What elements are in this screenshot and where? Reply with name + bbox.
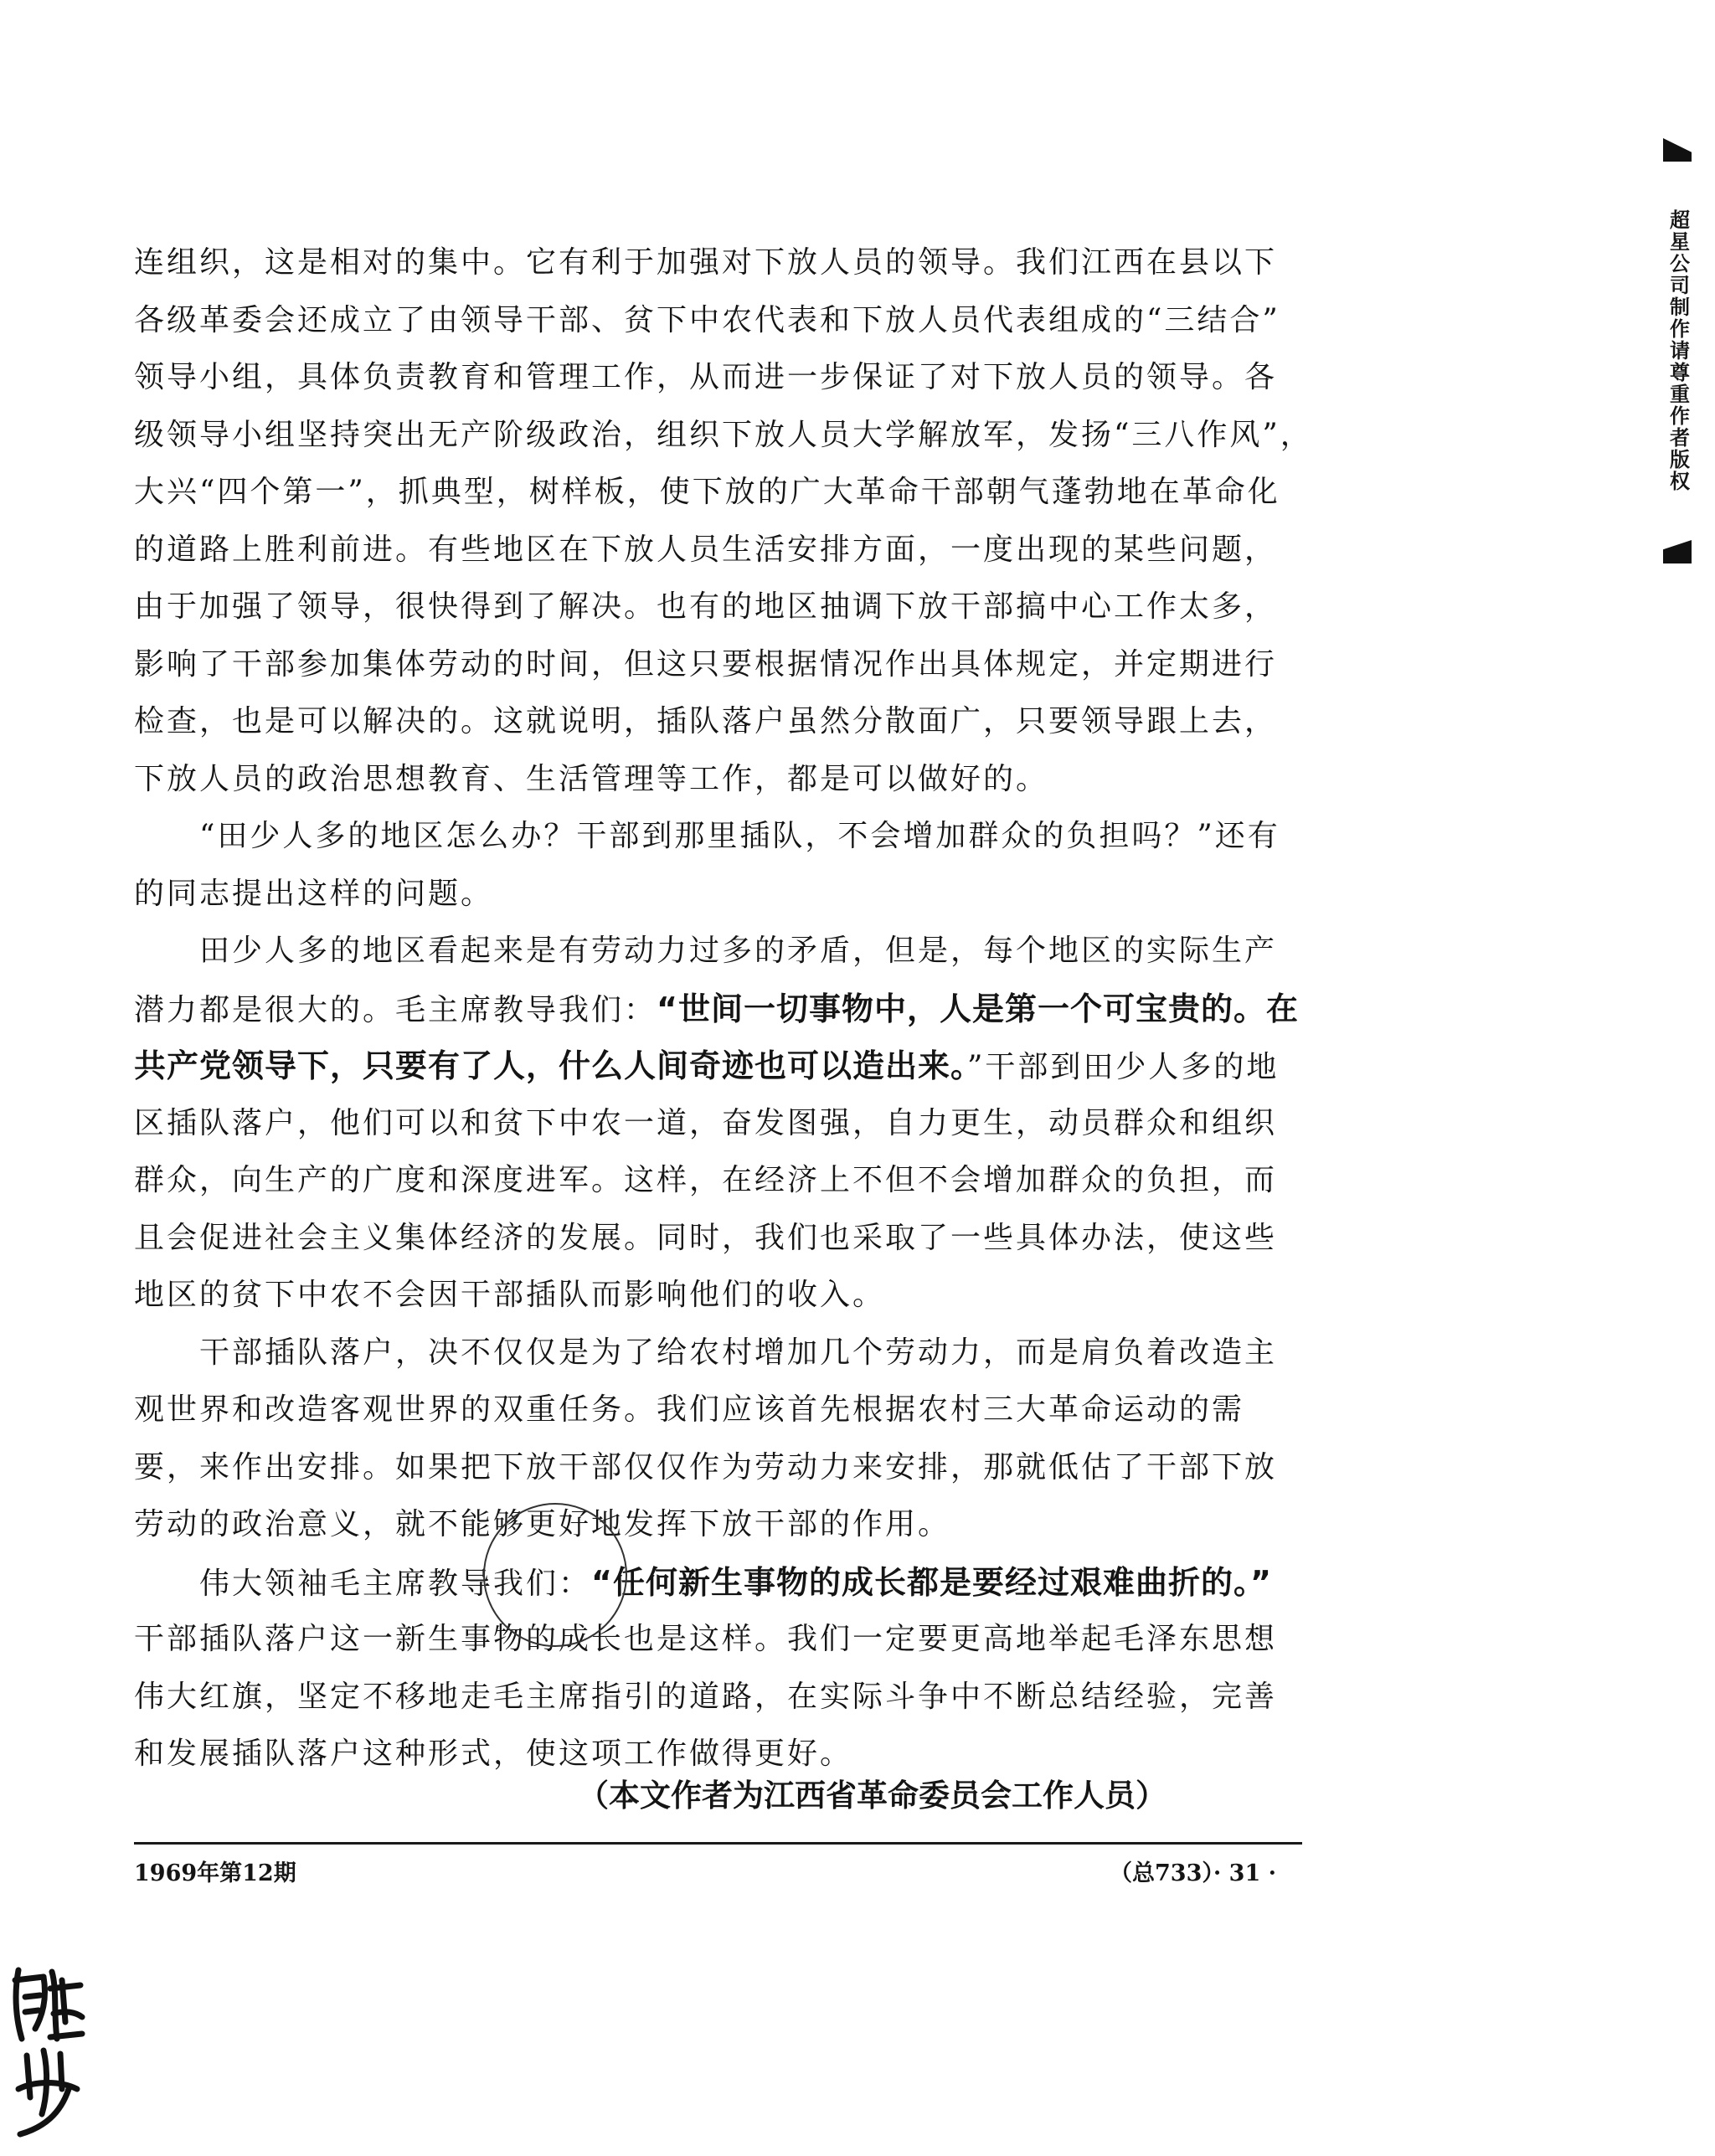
text-run: 伟大领袖毛主席教导我们： xyxy=(134,1566,592,1601)
text-line: 的道路上胜利前进。有些地区在下放人员生活安排方面，一度出现的某些问题， xyxy=(134,532,1278,567)
text-line: 领导小组，具体负责教育和管理工作，从而进一步保证了对下放人员的领导。各 xyxy=(134,360,1278,394)
quote-bold: “世间一切事物中，人是第一个可宝贵的。在 xyxy=(657,990,1299,1027)
circle-stamp-mark xyxy=(483,1503,627,1647)
text-line: 检查，也是可以解决的。这就说明，插队落户虽然分散面广，只要领导跟上去， xyxy=(134,704,1278,738)
text-line: 下放人员的政治思想教育、生活管理等工作，都是可以做好的。 xyxy=(134,761,1049,796)
footer-divider xyxy=(134,1842,1302,1845)
text-line: 由于加强了领导，很快得到了解决。也有的地区抽调下放干部搞中心工作太多， xyxy=(134,589,1278,624)
text-line: 群众，向生产的广度和深度进军。这样，在经济上不但不会增加群众的负担，而 xyxy=(134,1163,1278,1197)
text-line: 伟大红旗，坚定不移地走毛主席指引的道路，在实际斗争中不断总结经验，完善 xyxy=(134,1679,1278,1714)
article-body xyxy=(134,234,1311,1783)
text-line xyxy=(134,1554,1311,1612)
notice-bar-top xyxy=(1663,138,1692,162)
text-line: 且会促进社会主义集体经济的发展。同时，我们也采取了一些具体办法，使这些 xyxy=(134,1220,1278,1255)
text-line: 要，来作出安排。如果把下放干部仅仅作为劳动力来安排，那就低估了干部下放 xyxy=(134,1449,1278,1485)
copyright-notice xyxy=(1662,138,1692,563)
text-run: 潜力都是很大的。毛主席教导我们： xyxy=(134,992,657,1027)
text-line: 干部插队落户这一新生事物的成长也是这样。我们一定要更高地举起毛泽东思想 xyxy=(134,1622,1278,1656)
author-byline: （本文作者为江西省革命委员会工作人员） xyxy=(578,1778,1167,1814)
text-line: 大兴“四个第一”，抓典型，树样板，使下放的广大革命干部朝气蓬勃地在革命化 xyxy=(134,475,1280,509)
notice-bar-bottom xyxy=(1663,540,1692,563)
text-line: 干部插队落户，决不仅仅是为了给农村增加几个劳动力，而是肩负着改造主 xyxy=(134,1335,1278,1370)
quote-bold: “任何新生事物的成长都是要经过艰难曲折的。” xyxy=(591,1563,1272,1601)
text-line: 的同志提出这样的问题。 xyxy=(134,876,494,911)
text-line: 各级革委会还成立了由领导干部、贫下中农代表和下放人员代表组成的“三结合” xyxy=(134,302,1280,337)
text-line: 影响了干部参加集体劳动的时间，但这只要根据情况作出具体规定，并定期进行 xyxy=(134,646,1278,682)
text-line: 劳动的政治意义，就不能够更好地发挥下放干部的作用。 xyxy=(134,1507,951,1541)
text-line: 区插队落户，他们可以和贫下中农一道，奋发图强，自力更生，动员群众和组织 xyxy=(134,1105,1278,1140)
text-line: 和发展插队落户这种形式，使这项工作做得更好。 xyxy=(134,1737,853,1771)
text-line: “田少人多的地区怎么办？干部到那里插队，不会增加群众的负担吗？”还有 xyxy=(134,819,1280,853)
text-line xyxy=(134,980,1311,1038)
notice-text: 超星公司制作请尊重作者版权 xyxy=(1666,209,1690,492)
text-line: 田少人多的地区看起来是有劳动力过多的矛盾，但是，每个地区的实际生产 xyxy=(134,934,1278,968)
library-seal-logo xyxy=(10,1963,85,2143)
text-run: ”干部到田少人多的地 xyxy=(967,1050,1280,1084)
text-line xyxy=(134,1037,1311,1095)
text-line: 连组织，这是相对的集中。它有利于加强对下放人员的领导。我们江西在县以下 xyxy=(134,245,1278,280)
quote-bold: 共产党领导下，只要有了人，什么人间奇迹也可以造出来。 xyxy=(134,1047,968,1084)
page-number: （总733）· 31 · xyxy=(1110,1860,1277,1886)
text-line: 级领导小组坚持突出无产阶级政治，组织下放人员大学解放军，发扬“三八作风”， xyxy=(134,417,1313,452)
seal-glyph-icon xyxy=(10,1963,85,2139)
issue-label: 1969年第12期 xyxy=(134,1860,296,1886)
text-line: 观世界和改造客观世界的双重任务。我们应该首先根据农村三大革命运动的需 xyxy=(134,1392,1245,1427)
text-line: 地区的贫下中农不会因干部插队而影响他们的收入。 xyxy=(134,1278,886,1312)
